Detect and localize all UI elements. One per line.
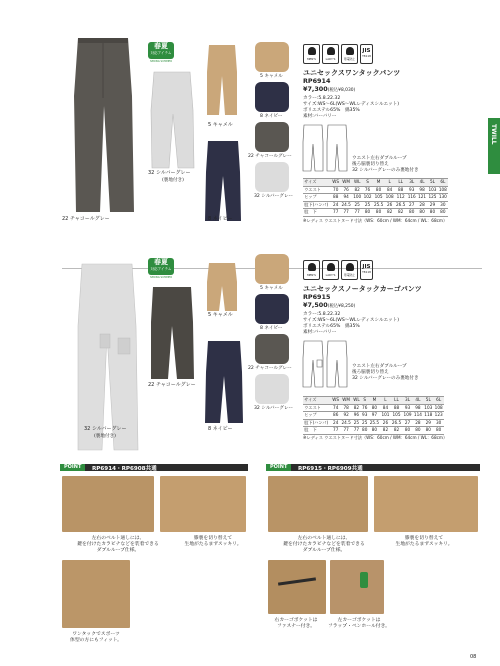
size-table-cell: 109 <box>402 412 412 420</box>
spec-fabric: ポリエステル65% 綿35% <box>303 324 360 329</box>
season-badge-sub: SPRING SUMMER <box>149 60 172 63</box>
point-title: RP6914・RP6908共通 <box>92 466 157 472</box>
swatch-label-silver: 32 シルバーグレー <box>254 406 294 411</box>
size-table-cell: 82 <box>384 209 394 217</box>
size-table-cell: 29 <box>423 419 433 427</box>
size-table-cell: 130 <box>438 194 448 202</box>
label-silver-note: (裏地付き) <box>94 434 116 439</box>
season-badge: 春夏 対応アイテム <box>148 258 174 275</box>
size-table-cell: 108 <box>433 404 443 412</box>
size-table-cell: LL <box>395 179 407 187</box>
label-camel: 5 キャメル <box>208 312 233 318</box>
antistatic-icon: 帯電防止 <box>341 260 358 280</box>
size-table-cell: 24.5 <box>340 201 352 209</box>
size-table-cell: M <box>369 397 381 405</box>
size-table-note: ※レディス ウエストヌード寸法（WS：60cm / WM：64cm / WL：68cm） <box>303 218 448 223</box>
size-table-cell: 4L <box>417 179 427 187</box>
swatch-camel <box>255 254 289 284</box>
size-table-cell: 77 <box>331 209 340 217</box>
size-table-row <box>303 186 448 194</box>
size-table-cell: 26 <box>380 419 390 427</box>
label-silver: 32 シルバーグレー <box>84 426 127 432</box>
size-table-cell: 94 <box>340 194 352 202</box>
size-table-row <box>303 427 444 435</box>
ladys-icon: LADY'S <box>322 260 339 280</box>
size-table-cell: 80 <box>433 427 443 435</box>
label-charcoal: 22 チャコールグレー <box>62 216 110 222</box>
size-table-cell: 3L <box>407 179 417 187</box>
size-table-header <box>303 179 448 187</box>
feature-note-2: 後ろ脇裏切り替え <box>352 370 389 375</box>
detail-photo-knee <box>374 476 478 532</box>
size-table-cell: 125 <box>427 194 437 202</box>
pants-photo-charcoal <box>68 36 138 214</box>
size-table-cell: 96 <box>352 412 361 420</box>
feature-note-1: ウエスト左右ダブルループ <box>352 156 407 161</box>
size-table-cell: 28 <box>417 201 427 209</box>
size-table-cell: 93 <box>407 186 417 194</box>
swatch-navy <box>255 294 289 324</box>
caption-left: 左右のベルト通しには、 鍵を付けたカラビナなどを装着できる ダブルループ仕様。 <box>77 536 159 554</box>
side-tab-label: TWILL <box>490 124 497 145</box>
swatch-label-navy: 8 ネイビー <box>260 114 283 119</box>
zipper-mark <box>278 577 316 585</box>
feature-note-2: 後ろ脇裏切り替え <box>352 162 389 167</box>
pants-photo-camel <box>206 44 238 116</box>
flat-sketch-front <box>302 340 324 392</box>
size-table-cell: WL <box>352 397 361 405</box>
product-code: RP6915 <box>303 293 331 301</box>
caption-bottom-left: 右カーゴポケットは ファスナー付き。 <box>274 618 318 630</box>
spec-size: サイズ:WS〜6L(WS〜WLレディスシルエット) <box>303 102 400 107</box>
label-camel: 5 キャメル <box>208 122 233 128</box>
size-table-cell: 80 <box>369 427 381 435</box>
size-table-cell: 78 <box>340 404 352 412</box>
size-table-cell: 116 <box>407 194 417 202</box>
size-table-cell: WS <box>331 397 340 405</box>
feature-note-1: ウエスト左右ダブルループ <box>352 364 407 369</box>
size-table-cell: 26.5 <box>391 419 403 427</box>
page-number: 08 <box>470 654 477 660</box>
swatch-charcoal <box>255 122 289 152</box>
size-table-cell: 93 <box>402 404 412 412</box>
size-table-row <box>303 404 444 412</box>
spec-material: 素材:バーバリー <box>303 330 337 335</box>
spec-color: カラー:5.8.22.32 <box>303 96 341 101</box>
size-table-cell: 25.5 <box>373 201 385 209</box>
point-title: RP6915・RP6909共通 <box>298 466 363 472</box>
size-table-cell: M <box>373 179 385 187</box>
swatch-label-charcoal: 22 チャコールグレー <box>248 366 292 371</box>
size-table-cell: 24 <box>331 201 340 209</box>
detail-photo-tuck <box>62 560 130 628</box>
size-table-cell: LL <box>391 397 403 405</box>
pants-photo-navy <box>204 140 242 222</box>
detail-photo-zip-pocket <box>268 560 326 614</box>
ladys-icon: LADY'S <box>322 44 339 64</box>
size-table-cell: 80 <box>373 209 385 217</box>
size-table-cell: 30 <box>438 201 448 209</box>
size-table-cell: L <box>384 179 394 187</box>
size-table-row <box>303 412 444 420</box>
swatch-silver <box>255 374 289 404</box>
detail-photo-knee <box>160 476 246 532</box>
swatch-camel <box>255 42 289 72</box>
size-table-cell: 25 <box>352 419 361 427</box>
caption-right: 膝裏を切り替えて 生地がたるまずスッキリ。 <box>395 536 453 548</box>
size-table-cell: 100 <box>352 194 362 202</box>
swatch-label-silver: 32 シルバーグレー <box>254 194 294 199</box>
size-table-cell: 86 <box>331 412 340 420</box>
pants-photo-silver <box>148 70 196 170</box>
size-table-cell: 105 <box>391 412 403 420</box>
size-table-cell: 6L <box>433 397 443 405</box>
size-table-cell: 80 <box>423 427 433 435</box>
size-table-cell: 76 <box>361 404 369 412</box>
size-table-cell: 30 <box>433 419 443 427</box>
swatch-label-charcoal: 22 チャコールグレー <box>248 154 292 159</box>
label-silver-note: (裏地付き) <box>162 178 184 183</box>
size-table-cell: 29 <box>427 201 437 209</box>
size-table-cell: 82 <box>352 186 362 194</box>
size-table-cell: L <box>380 397 390 405</box>
swatch-label-camel: 5 キャメル <box>260 286 283 291</box>
size-table-cell: 82 <box>391 427 403 435</box>
size-table-cell: 74 <box>331 404 340 412</box>
size-table-cell: 股下(ハンパ) <box>303 201 331 209</box>
size-table-cell: WS <box>331 179 340 187</box>
size-table-cell: 股 下 <box>303 209 331 217</box>
pants-photo-navy <box>204 340 244 424</box>
size-table-header <box>303 397 444 405</box>
size-table-cell: S <box>362 179 372 187</box>
size-table-cell: 80 <box>362 209 372 217</box>
label-navy: 8 ネイビー <box>208 426 233 432</box>
season-badge-sub: SPRING SUMMER <box>149 276 172 279</box>
caption-left: 左右のベルト通しには、 鍵を付けたカラビナなどを装着できる ダブルループ仕様。 <box>283 536 365 554</box>
size-table-cell: S <box>361 397 369 405</box>
size-table-cell: WM <box>340 179 352 187</box>
size-table-cell: 股 下 <box>303 427 331 435</box>
size-table-cell: ウエスト <box>303 404 331 412</box>
size-table-cell: サイズ <box>303 179 331 187</box>
swatch-label-camel: 5 キャメル <box>260 74 283 79</box>
size-table <box>303 178 448 217</box>
size-table-cell: 88 <box>331 194 340 202</box>
size-table-cell: 112 <box>395 194 407 202</box>
size-table-cell: 108 <box>384 194 394 202</box>
size-table-cell: 80 <box>407 209 417 217</box>
size-table-cell: 97 <box>369 412 381 420</box>
flat-sketch-front <box>302 124 324 176</box>
jis-icon: JIS T8118 <box>360 44 373 64</box>
size-table-cell: 4L <box>413 397 423 405</box>
size-table-cell: 5L <box>423 397 433 405</box>
size-table-cell: 5L <box>427 179 437 187</box>
size-table-cell: 82 <box>380 427 390 435</box>
size-table-cell: 80 <box>417 209 427 217</box>
size-table-cell: 股下(ハンパ) <box>303 419 331 427</box>
jis-icon: JIS T8118 <box>360 260 373 280</box>
product-code: RP6914 <box>303 77 331 85</box>
size-table-cell: 24 <box>331 419 340 427</box>
size-table-cell: 25.5 <box>369 419 381 427</box>
point-label: POINT <box>60 464 85 471</box>
size-table-cell: WL <box>352 179 362 187</box>
size-table-cell: 76 <box>362 186 372 194</box>
size-table-cell: サイズ <box>303 397 331 405</box>
size-table-cell: 102 <box>362 194 372 202</box>
size-table-cell: 77 <box>331 427 340 435</box>
swatch-label-navy: 8 ネイビー <box>260 326 283 331</box>
size-table-cell: 105 <box>373 194 385 202</box>
point-label: POINT <box>266 464 291 471</box>
feature-note-3: 32 シルバーグレーのみ裏地付き <box>352 168 419 173</box>
pants-photo-charcoal <box>148 286 196 380</box>
swatch-charcoal <box>255 334 289 364</box>
label-charcoal: 22 チャコールグレー <box>148 382 196 388</box>
size-table-note: ※レディス ウエストヌード寸法（WS：60cm / WM：64cm / WL：68cm） <box>303 435 448 440</box>
detail-photo-belt-loop <box>268 476 368 532</box>
size-table-cell: 121 <box>417 194 427 202</box>
size-table-cell: 108 <box>438 186 448 194</box>
size-table-cell: 80 <box>413 427 423 435</box>
label-silver: 32 シルバーグレー <box>148 170 191 176</box>
caption-bottom-right: 左カーゴポケットは フラップ・ペンホール付き。 <box>328 618 390 630</box>
size-table-cell: ヒップ <box>303 412 331 420</box>
size-table-cell: 77 <box>352 427 361 435</box>
spec-color: カラー:5.8.22.32 <box>303 312 341 317</box>
mens-icon: MEN'S <box>303 260 320 280</box>
size-table-row <box>303 209 448 217</box>
flat-sketch-back <box>326 124 348 176</box>
detail-photo-flap-pocket <box>330 560 384 614</box>
caption-right: 膝裏を切り替えて 生地がたるまずスッキリ。 <box>184 536 242 548</box>
product-price: ¥7,500(税込¥8,250) <box>303 301 356 309</box>
size-table-cell: 77 <box>340 427 352 435</box>
caption-bottom: ワンタックでスポーツ 体型の方にもフィット。 <box>70 632 122 644</box>
size-table-cell: 101 <box>380 412 390 420</box>
size-table-cell: WM <box>340 397 352 405</box>
size-table-cell: 118 <box>423 412 433 420</box>
size-table-cell: 77 <box>340 209 352 217</box>
size-table-row <box>303 419 444 427</box>
product-name: ユニセックスワンタックパンツ <box>303 69 401 77</box>
mens-icon: MEN'S <box>303 44 320 64</box>
size-table-cell: 98 <box>413 404 423 412</box>
size-table-cell: 26.5 <box>395 201 407 209</box>
size-table-cell: 26 <box>384 201 394 209</box>
size-table-cell: 25 <box>362 201 372 209</box>
swatch-silver <box>255 162 289 192</box>
flat-sketch-back <box>326 340 348 392</box>
size-table-cell: 92 <box>340 412 352 420</box>
spec-fabric: ポリエステル65% 綿35% <box>303 108 360 113</box>
size-table-cell: 77 <box>352 209 362 217</box>
pen-mark <box>360 572 368 588</box>
size-table-cell: 28 <box>413 419 423 427</box>
pants-photo-camel <box>206 262 238 312</box>
size-table <box>303 396 444 435</box>
size-table-cell: 98 <box>417 186 427 194</box>
size-table-cell: 88 <box>395 186 407 194</box>
side-tab-twill <box>488 118 500 174</box>
size-table-cell: 25 <box>352 201 362 209</box>
size-table-row <box>303 194 448 202</box>
size-table-cell: 80 <box>369 404 381 412</box>
size-table-cell: 93 <box>361 412 369 420</box>
size-table-cell: ウエスト <box>303 186 331 194</box>
product-name: ユニセックスノータックカーゴパンツ <box>303 285 422 293</box>
size-table-cell: 76 <box>340 186 352 194</box>
pants-photo-silver <box>74 262 140 452</box>
size-table-cell: 84 <box>384 186 394 194</box>
size-table-cell: 6L <box>438 179 448 187</box>
detail-photo-belt-loop <box>62 476 154 532</box>
size-table-cell: 27 <box>402 419 412 427</box>
size-table-cell: 84 <box>380 404 390 412</box>
label-navy: 8 ネイビー <box>208 216 233 222</box>
product-price: ¥7,300(税込¥8,030) <box>303 85 356 93</box>
size-table-cell: 3L <box>402 397 412 405</box>
size-table-cell: 80 <box>402 427 412 435</box>
size-table-cell: 82 <box>395 209 407 217</box>
size-table-cell: 80 <box>361 427 369 435</box>
size-table-row <box>303 201 448 209</box>
spec-size: サイズ:WS〜6L(WS〜WLレディスシルエット) <box>303 318 400 323</box>
spec-material: 素材:バーバリー <box>303 114 337 119</box>
swatch-navy <box>255 82 289 112</box>
size-table-cell: 80 <box>373 186 385 194</box>
size-table-cell: 24.5 <box>340 419 352 427</box>
season-badge: 春夏 対応アイテム <box>148 42 174 59</box>
size-table-cell: 80 <box>438 209 448 217</box>
feature-note-3: 32 シルバーグレーのみ裏地付き <box>352 376 419 381</box>
size-table-cell: 88 <box>391 404 403 412</box>
size-table-cell: ヒップ <box>303 194 331 202</box>
size-table-cell: 103 <box>427 186 437 194</box>
size-table-cell: 80 <box>427 209 437 217</box>
size-table-cell: 25 <box>361 419 369 427</box>
size-table-cell: 123 <box>433 412 443 420</box>
size-table-cell: 82 <box>352 404 361 412</box>
size-table-cell: 114 <box>413 412 423 420</box>
size-table-cell: 27 <box>407 201 417 209</box>
antistatic-icon: 帯電防止 <box>341 44 358 64</box>
size-table-cell: 103 <box>423 404 433 412</box>
size-table-cell: 70 <box>331 186 340 194</box>
